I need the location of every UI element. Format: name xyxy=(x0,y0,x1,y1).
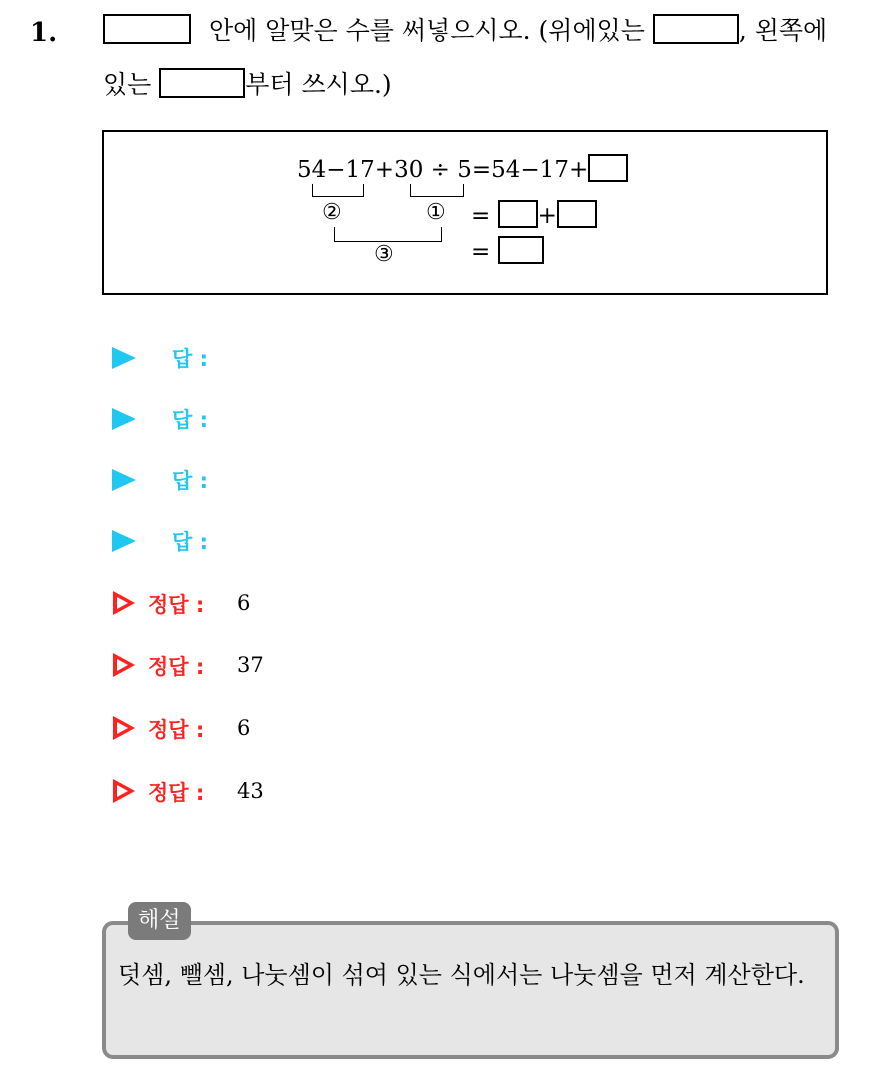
example-line-3: = xyxy=(471,236,544,265)
correct-label: 정답 : xyxy=(148,655,205,679)
answer-box-3 xyxy=(557,200,597,228)
correct-marker-icon xyxy=(113,716,135,740)
question-number: 1. xyxy=(30,18,58,48)
bracket-step-1 xyxy=(410,184,464,197)
answer-label: 답 : xyxy=(172,408,208,432)
question-line-2 xyxy=(103,68,392,102)
answer-label: 답 : xyxy=(172,530,208,554)
question-text-4: 부터 쓰시오.) xyxy=(245,70,392,99)
answer-box-1 xyxy=(588,154,628,182)
answer-marker-icon xyxy=(112,469,136,491)
correct-label: 정답 : xyxy=(148,781,205,805)
correct-value: 37 xyxy=(237,653,264,677)
correct-label: 정답 : xyxy=(148,718,205,742)
explanation-tag: 해설 xyxy=(128,902,191,940)
correct-marker-icon xyxy=(113,653,135,677)
blank-box xyxy=(159,68,245,98)
step-2-label: ② xyxy=(322,200,342,225)
question-line-1 xyxy=(103,14,827,48)
correct-value: 43 xyxy=(237,779,264,803)
answer-marker-icon xyxy=(112,408,136,430)
answer-marker-icon xyxy=(112,530,136,552)
answer-label: 답 : xyxy=(172,347,208,371)
question-text-2: , 왼쪽에 xyxy=(738,16,828,45)
step-1-label: ① xyxy=(426,200,446,225)
bracket-step-3 xyxy=(334,227,442,242)
blank-box xyxy=(103,14,191,44)
answer-box-4 xyxy=(498,236,544,264)
answer-box-2 xyxy=(498,200,538,228)
example-box xyxy=(102,130,828,295)
question-text-3: 있는 xyxy=(103,70,152,99)
bracket-step-2 xyxy=(312,184,364,197)
correct-value: 6 xyxy=(237,591,251,615)
correct-marker-icon xyxy=(113,591,135,615)
example-line-1: 54−17+30 ÷ 5=54−17+ xyxy=(297,157,589,183)
step-3-label: ③ xyxy=(374,242,394,267)
correct-label: 정답 : xyxy=(148,593,205,617)
example-equation xyxy=(297,154,628,183)
answer-marker-icon xyxy=(112,347,136,369)
explanation-text: 덧셈, 뺄셈, 나눗셈이 섞여 있는 식에서는 나눗셈을 먼저 계산한다. xyxy=(118,961,805,989)
correct-marker-icon xyxy=(113,779,135,803)
blank-box xyxy=(653,14,739,44)
question-text-1: 안에 알맞은 수를 써넣으시오. (위에있는 xyxy=(209,16,645,45)
correct-value: 6 xyxy=(237,716,251,740)
example-line-2: = + xyxy=(471,200,597,229)
answer-label: 답 : xyxy=(172,469,208,493)
